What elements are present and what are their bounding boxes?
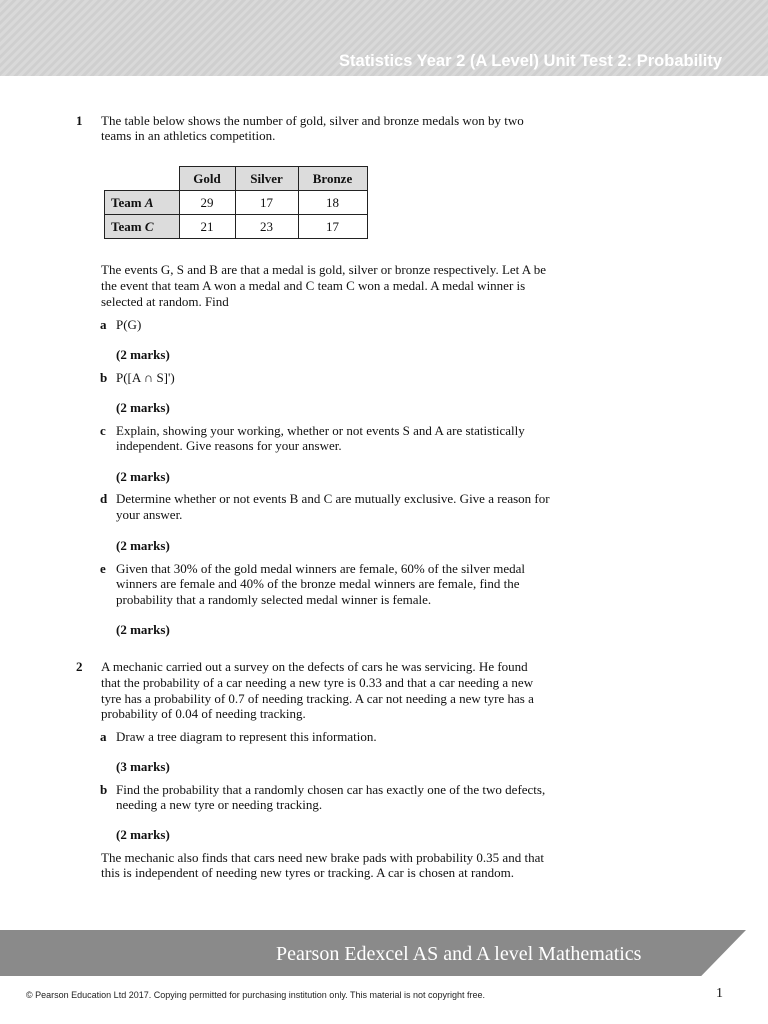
q1a-marks: (2 marks) xyxy=(116,347,170,362)
q1d-line-1: Determine whether or not events B and C are mutually exclusive. Give a reason for xyxy=(116,491,550,506)
row-label-variable: A xyxy=(144,194,154,210)
q2b-line-1: Find the probability that a randomly chosen car has exactly one of the two defects, xyxy=(116,782,546,797)
page-header-title: Statistics Year 2 (A Level) Unit Test 2: Probability xyxy=(339,52,722,70)
q1b-text: P([A ∩ S]') xyxy=(116,370,175,385)
q1e-line-2: winners are female and 40% of the bronze medal winners are female, find the xyxy=(116,576,520,591)
table-row xyxy=(105,215,368,239)
row-label-variable: C xyxy=(144,218,154,234)
q1c-marks: (2 marks) xyxy=(116,469,170,484)
table-header-bronze: Bronze xyxy=(298,167,367,191)
q1-events-line-3: selected at random. Find xyxy=(101,294,229,309)
table-row-label xyxy=(105,215,180,239)
q1e-label: e xyxy=(100,561,106,576)
q2a-text: Draw a tree diagram to represent this information. xyxy=(116,729,377,744)
table-corner-cell xyxy=(105,167,180,191)
q2-follow-line-2: this is independent of needing new tyres or tracking. A car is chosen at random. xyxy=(101,865,515,880)
table-cell: 29 xyxy=(179,191,235,215)
table-cell: 18 xyxy=(298,191,367,215)
copyright-notice: © Pearson Education Ltd 2017. Copying permitted for purchasing institution only. This material is not copyright free. xyxy=(26,990,486,1000)
table-cell: 17 xyxy=(235,191,298,215)
question-2-number: 2 xyxy=(76,659,83,674)
q1a-text: P(G) xyxy=(116,317,142,332)
q1e-line-1: Given that 30% of the gold medal winners are female, 60% of the silver medal xyxy=(116,561,526,576)
row-label-prefix: Team xyxy=(111,194,145,210)
q2b-line-2: needing a new tyre or needing tracking. xyxy=(116,797,323,812)
q2a-marks: (3 marks) xyxy=(116,759,170,774)
q1d-marks: (2 marks) xyxy=(116,538,170,553)
q2-line-3: tyre has a probability of 0.7 of needing tracking. A car not needing a new tyre has a xyxy=(101,691,534,706)
table-cell: 21 xyxy=(179,215,235,239)
q2b-label: b xyxy=(100,782,108,797)
row-label-prefix: Team xyxy=(111,218,145,234)
q2-line-1: A mechanic carried out a survey on the defects of cars he was servicing. He found xyxy=(101,659,528,674)
q2-line-4: probability of 0.04 of needing tracking. xyxy=(101,706,306,721)
q2a-label: a xyxy=(100,729,107,744)
q1d-label: d xyxy=(100,491,108,506)
q1d-line-2: your answer. xyxy=(116,507,183,522)
q1-events-line-1: The events G, S and B are that a medal is gold, silver or bronze respectively. Let A be xyxy=(101,262,546,277)
q1-intro-line-1: The table below shows the number of gold, silver and bronze medals won by two xyxy=(101,113,524,128)
q1b-marks: (2 marks) xyxy=(116,400,170,415)
q2-follow-line-1: The mechanic also finds that cars need new brake pads with probability 0.35 and that xyxy=(101,850,544,865)
table-cell: 23 xyxy=(235,215,298,239)
q1c-line-2: independent. Give reasons for your answer. xyxy=(116,438,342,453)
q2-line-2: that the probability of a car needing a new tyre is 0.33 and that a car needing a new xyxy=(101,675,534,690)
table-header-gold: Gold xyxy=(179,167,235,191)
q1c-label: c xyxy=(100,423,106,438)
page-number: 1 xyxy=(716,986,723,1001)
q1a-label: a xyxy=(100,317,107,332)
page-header-band xyxy=(0,0,768,76)
table-row xyxy=(105,191,368,215)
q1e-marks: (2 marks) xyxy=(116,622,170,637)
q2b-marks: (2 marks) xyxy=(116,827,170,842)
medals-table xyxy=(104,166,368,239)
table-cell: 17 xyxy=(298,215,367,239)
q1c-line-1: Explain, showing your working, whether or not events S and A are statistically xyxy=(116,423,525,438)
question-1-number: 1 xyxy=(76,113,83,128)
q1e-line-3: probability that a randomly selected medal winner is female. xyxy=(116,592,432,607)
table-row-label xyxy=(105,191,180,215)
table-header-silver: Silver xyxy=(235,167,298,191)
footer-title: Pearson Edexcel AS and A level Mathematics xyxy=(276,943,642,965)
medals-table-header-row xyxy=(105,167,368,191)
q1-intro-line-2: teams in an athletics competition. xyxy=(101,128,276,143)
q1b-label: b xyxy=(100,370,108,385)
q1-events-line-2: the event that team A won a medal and C team C won a medal. A medal winner is xyxy=(101,278,526,293)
